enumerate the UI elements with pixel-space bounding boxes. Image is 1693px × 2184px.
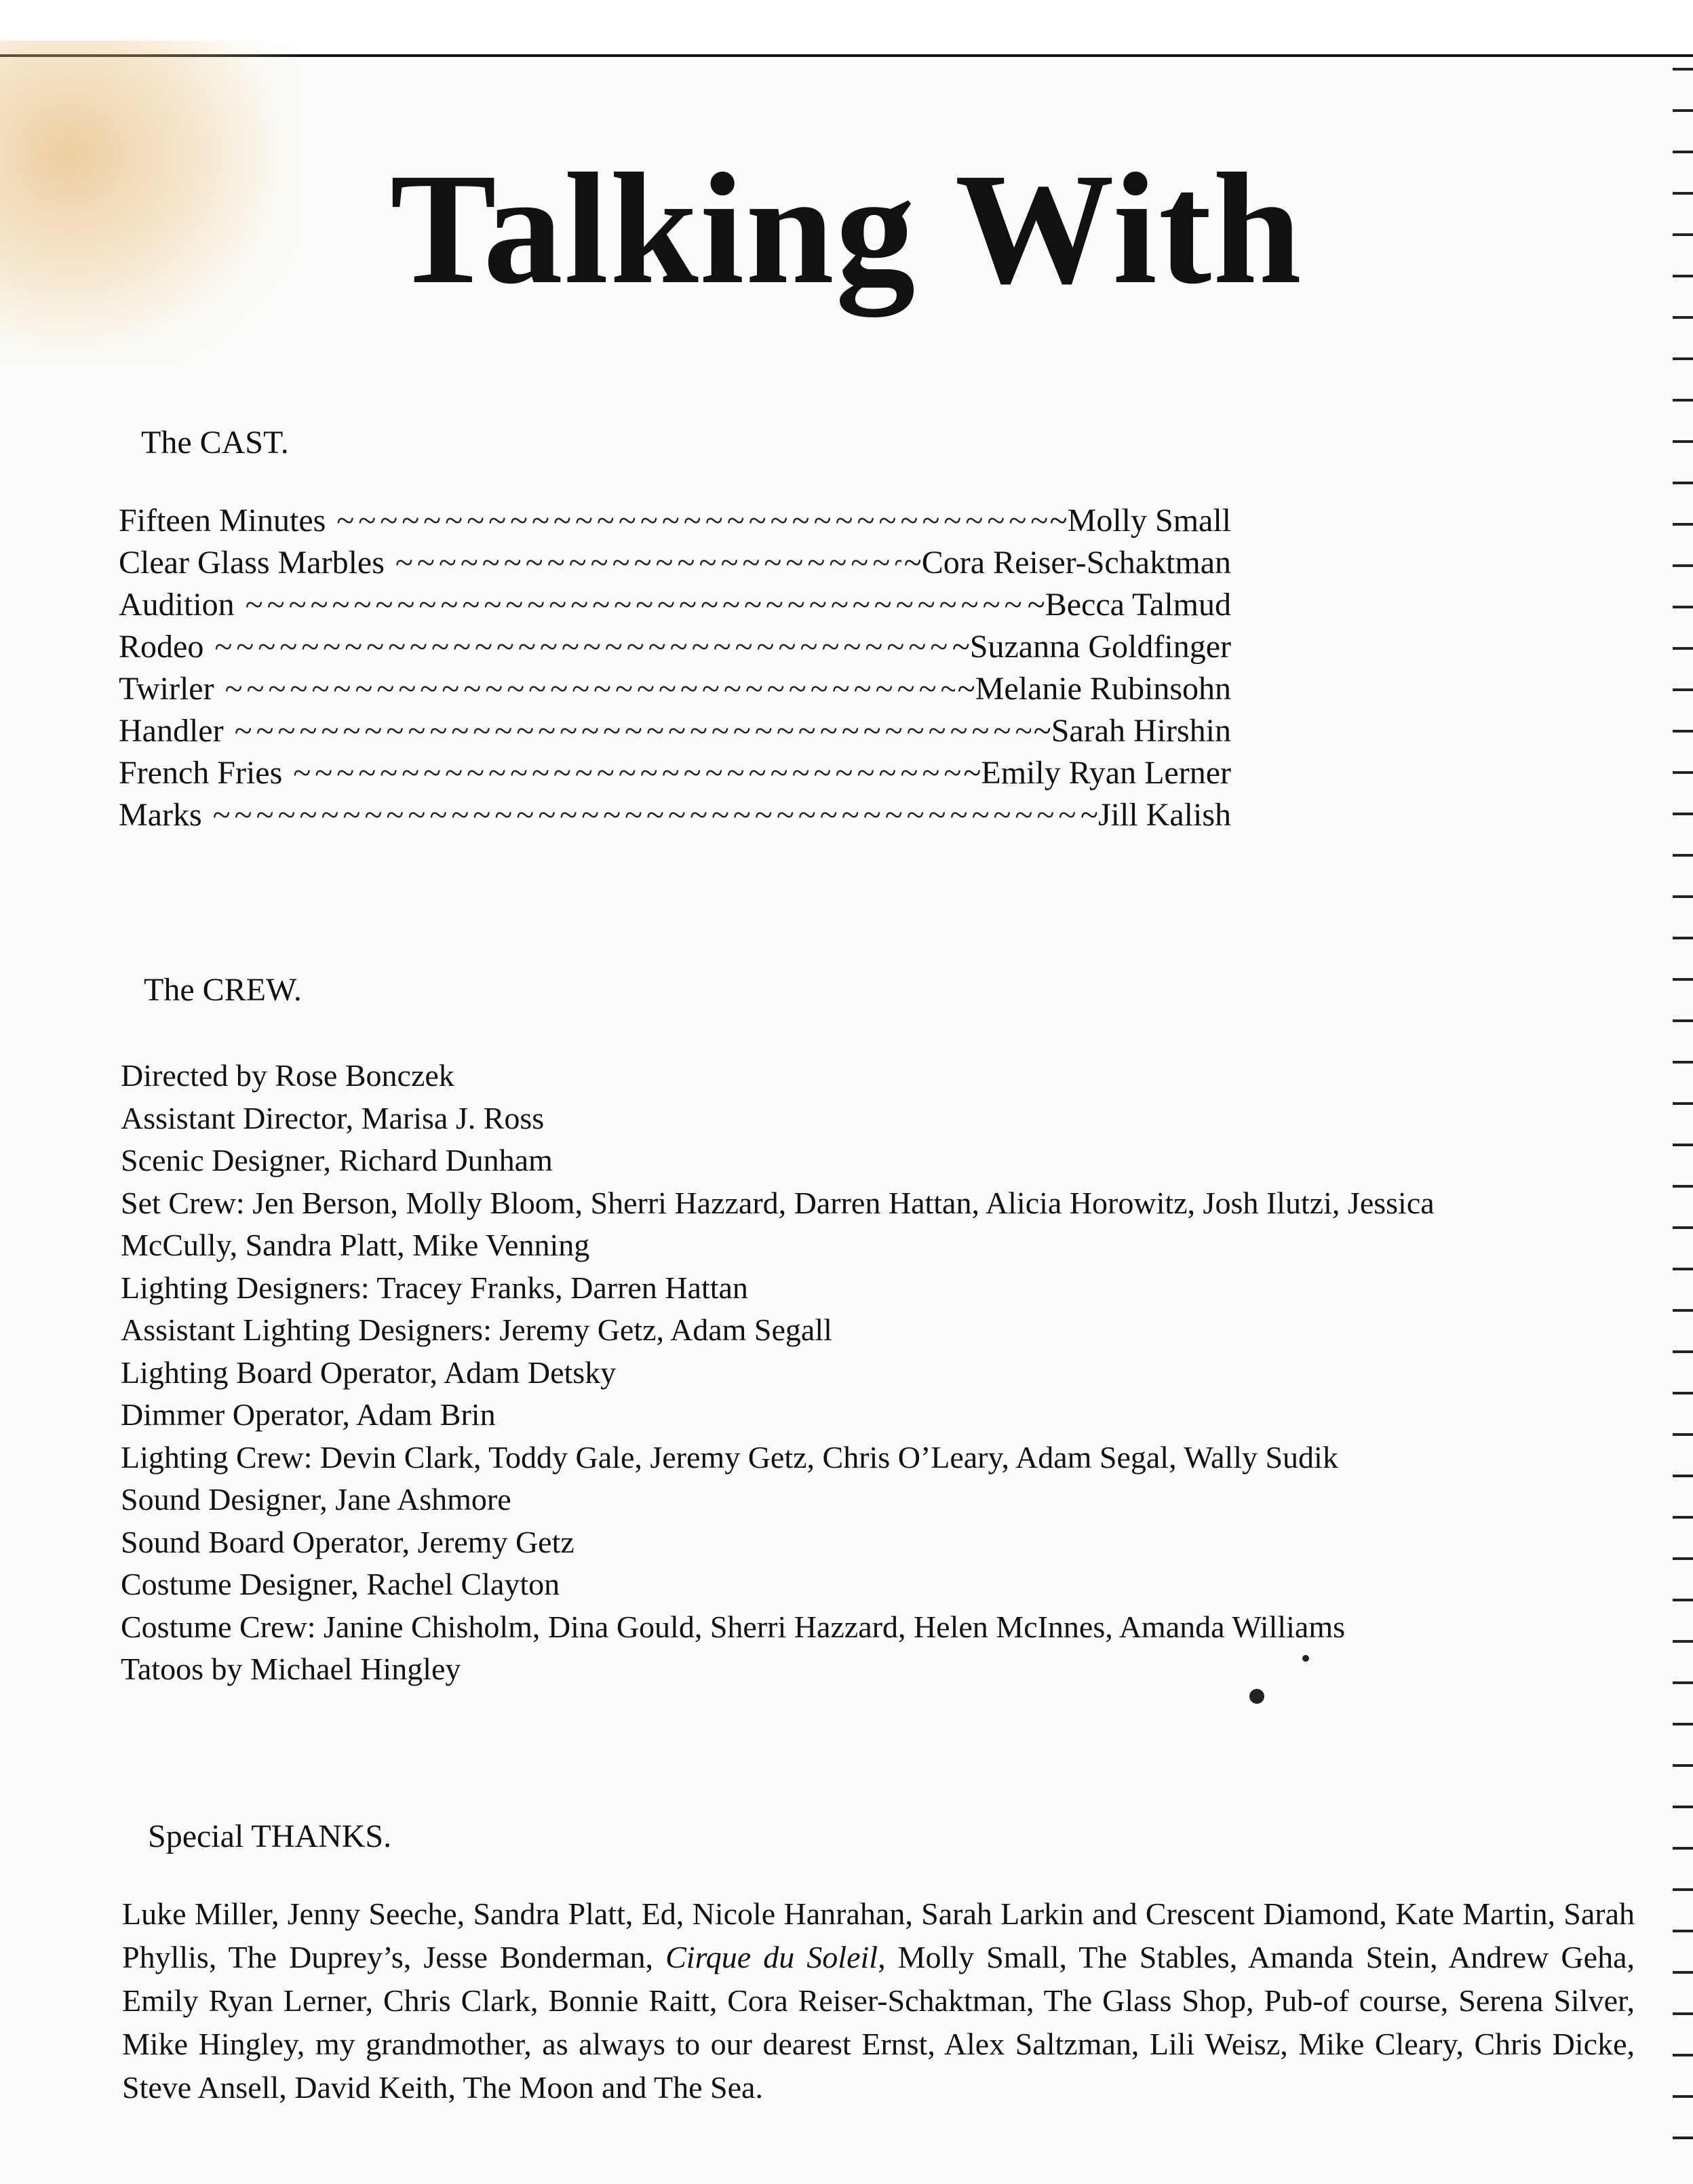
crew-line: Costume Crew: Janine Chisholm, Dina Gould, Sherri Hazzard, Helen McInnes, Amanda Williams <box>121 1609 1346 1644</box>
binding-tick <box>1673 1019 1693 1022</box>
binding-tick <box>1673 1102 1693 1105</box>
cast-role: Twirler <box>119 671 214 707</box>
binding-tick <box>1673 1930 1693 1932</box>
binding-tick <box>1673 1640 1693 1643</box>
binding-ticks <box>1666 54 1693 2184</box>
thanks-text-after: , Molly Small, The Stables, Amanda Stein, Andrew Geha, Emily Ryan Lerner, Chris Clark, Bonnie Raitt, Cora Reiser-Schaktman, The Glass Shop, Pub-of course, Serena Silver, Mike Hingley, my grandmother, as always to our dearest Ernst, Alex Saltzman, Lili Weisz, Mike Cleary, Chris Dicke, Steve Ansell, David Keith, The Moon and The Sea. <box>122 1940 1635 2105</box>
binding-tick <box>1673 937 1693 939</box>
page-title: Talking With <box>390 140 1303 317</box>
cast-actor: ~Molly Small <box>1049 503 1231 539</box>
cast-leader-tildes <box>336 502 1047 539</box>
crew-line: Dimmer Operator, Adam Brin <box>121 1397 496 1432</box>
cast-actor: ~Melanie Rubinsohn <box>957 671 1231 707</box>
binding-tick <box>1673 1433 1693 1436</box>
binding-tick <box>1673 1971 1693 1974</box>
cast-role: Fifteen Minutes <box>119 503 326 539</box>
crew-line: Lighting Board Operator, Adam Detsky <box>121 1354 617 1390</box>
binding-tick <box>1673 647 1693 650</box>
cast-actor: ~Becca Talmud <box>1027 587 1231 623</box>
cast-role: Handler <box>119 713 224 749</box>
binding-tick <box>1673 1144 1693 1146</box>
crew-line: Tatoos by Michael Hingley <box>121 1652 461 1686</box>
binding-tick <box>1673 1847 1693 1850</box>
binding-tick <box>1673 357 1693 360</box>
cast-row <box>119 544 1231 586</box>
crew-line: Assistant Lighting Designers: Jeremy Getz, Adam Segall <box>121 1312 832 1347</box>
binding-tick <box>1673 1061 1693 1064</box>
crew-line: Lighting Designers: Tracey Franks, Darren Hattan <box>121 1270 748 1305</box>
cast-leader-tildes <box>235 712 1031 749</box>
cast-row <box>119 712 1231 754</box>
binding-tick <box>1673 1475 1693 1477</box>
binding-tick <box>1673 771 1693 774</box>
crew-line: Scenic Designer, Richard Dunham <box>121 1143 553 1177</box>
cast-row <box>119 586 1231 628</box>
thanks-heading: Special THANKS. <box>148 1818 392 1854</box>
binding-tick <box>1673 606 1693 608</box>
crew-line: McCully, Sandra Platt, Mike Venning <box>121 1228 590 1262</box>
binding-tick <box>1673 1599 1693 1601</box>
binding-tick <box>1673 68 1693 71</box>
cast-role: Rodeo <box>119 629 204 665</box>
binding-tick <box>1673 1226 1693 1229</box>
crew-line: Sound Designer, Jane Ashmore <box>121 1482 511 1517</box>
ink-spot <box>1249 1689 1264 1704</box>
binding-tick <box>1673 1309 1693 1312</box>
binding-tick <box>1673 2095 1693 2098</box>
binding-tick <box>1673 730 1693 733</box>
binding-tick <box>1673 2054 1693 2056</box>
cast-role: Clear Glass Marbles <box>119 545 385 581</box>
binding-tick <box>1673 688 1693 691</box>
thanks-paragraph <box>122 1892 1635 2109</box>
thanks-text-before: Luke Miller, Jenny Seeche, Sandra Platt, Ed, Nicole Hanrahan, Sarah Larkin and Crescent Diamond, Kate Martin, Sarah Phyllis, The Duprey’s, Jesse Bonderman, <box>122 1896 1635 1974</box>
binding-tick <box>1673 813 1693 815</box>
binding-tick <box>1673 440 1693 443</box>
cast-role: Marks <box>119 797 202 833</box>
binding-tick <box>1673 316 1693 319</box>
binding-tick <box>1673 2012 1693 2015</box>
cast-row <box>119 502 1231 544</box>
crew-list <box>121 1055 1613 1691</box>
cast-row <box>119 754 1231 796</box>
binding-tick <box>1673 1681 1693 1684</box>
binding-tick <box>1673 109 1693 112</box>
cast-leader-tildes <box>395 544 901 581</box>
cast-actor: ~Emily Ryan Lerner <box>963 755 1231 791</box>
binding-tick <box>1673 1764 1693 1767</box>
binding-tick <box>1673 1516 1693 1519</box>
cast-leader-tildes <box>293 754 960 792</box>
cast-leader-tildes <box>225 670 955 707</box>
cast-leader-tildes <box>246 586 1025 623</box>
thanks-text-italic: Cirque du Soleil <box>665 1940 878 1974</box>
binding-tick <box>1673 1185 1693 1188</box>
binding-tick <box>1673 2137 1693 2139</box>
binding-tick <box>1673 523 1693 526</box>
cast-row <box>119 628 1231 670</box>
cast-role: French Fries <box>119 755 283 791</box>
binding-tick <box>1673 1268 1693 1270</box>
crew-line: Assistant Director, Marisa J. Ross <box>121 1100 545 1135</box>
scan-top-edge <box>0 0 1693 57</box>
binding-tick <box>1673 1806 1693 1808</box>
binding-tick <box>1673 482 1693 484</box>
binding-tick <box>1673 978 1693 981</box>
cast-leader-tildes <box>214 628 949 665</box>
cast-leader-tildes <box>213 796 1078 834</box>
crew-line: Sound Board Operator, Jeremy Getz <box>121 1524 575 1559</box>
crew-line: Set Crew: Jen Berson, Molly Bloom, Sherri Hazzard, Darren Hattan, Alicia Horowitz, Josh Ilutzi, Jessica <box>121 1185 1435 1220</box>
cast-heading: The CAST. <box>141 425 289 461</box>
crew-heading: The CREW. <box>144 972 302 1008</box>
binding-tick <box>1673 1557 1693 1560</box>
cast-actor: ~Cora Reiser-Schaktman <box>903 545 1231 581</box>
binding-tick <box>1673 854 1693 857</box>
binding-tick <box>1673 564 1693 567</box>
cast-actor: ~Jill Kalish <box>1081 797 1231 833</box>
crew-line: Lighting Crew: Devin Clark, Toddy Gale, Jeremy Getz, Chris O’Leary, Adam Segal, Wally Sudik <box>121 1439 1338 1475</box>
cast-role: Audition <box>119 587 235 623</box>
binding-tick <box>1673 399 1693 402</box>
crew-line: Directed by Rose Bonczek <box>121 1058 454 1093</box>
cast-list <box>119 502 1231 838</box>
cast-row <box>119 670 1231 712</box>
ink-speck <box>1302 1655 1309 1662</box>
cast-actor: ~Suzanna Goldfinger <box>952 629 1231 665</box>
crew-line: Costume Designer, Rachel Clayton <box>121 1567 560 1601</box>
binding-tick <box>1673 1723 1693 1725</box>
binding-tick <box>1673 1392 1693 1395</box>
binding-tick <box>1673 895 1693 898</box>
binding-tick <box>1673 1350 1693 1353</box>
binding-tick <box>1673 1888 1693 1891</box>
cast-row <box>119 796 1231 838</box>
cast-actor: ~Sarah Hirshin <box>1033 713 1231 749</box>
